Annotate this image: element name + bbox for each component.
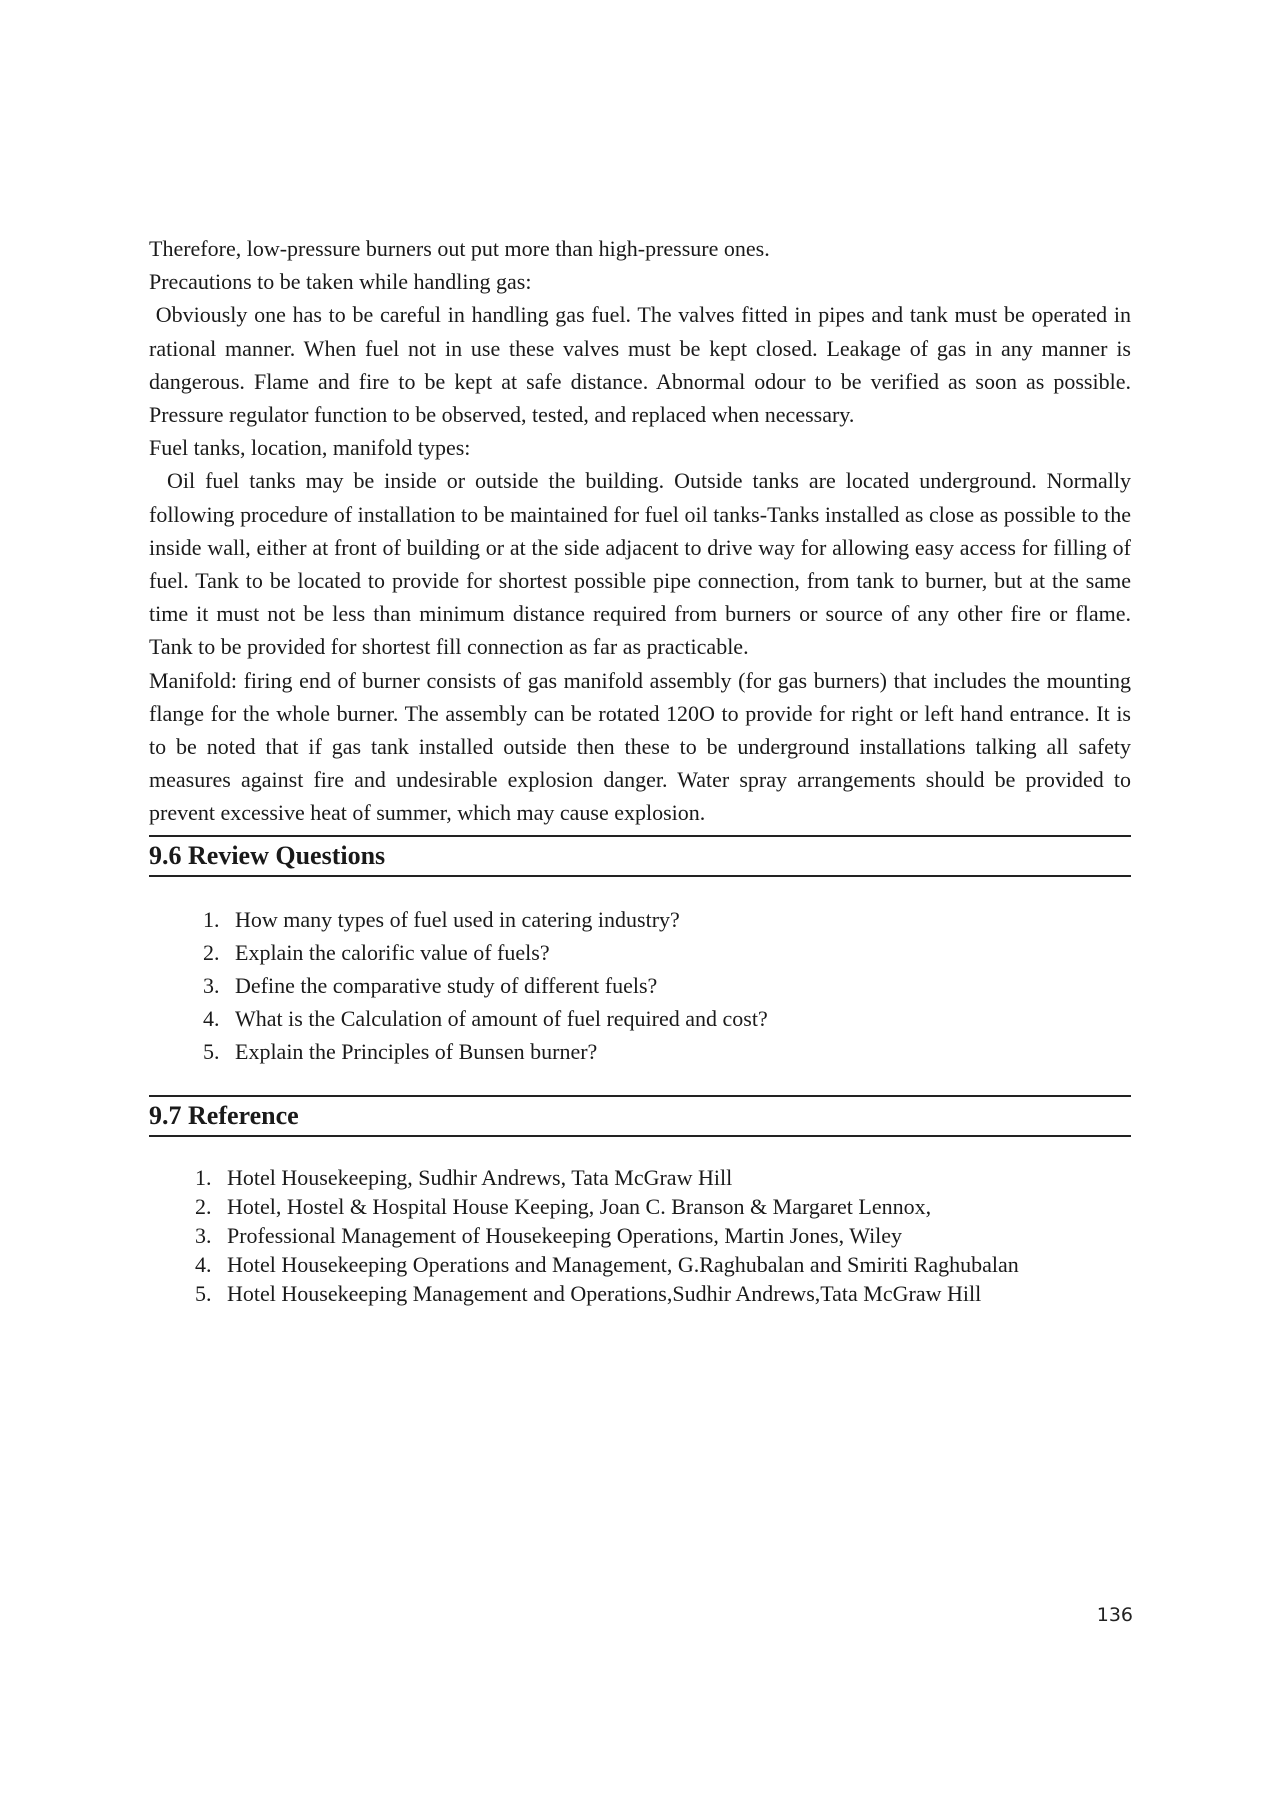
reference-list (149, 1163, 1131, 1308)
list-item: 4. Hotel Housekeeping Operations and Management, G.Raghubalan and Smiriti Raghubalan (217, 1250, 1131, 1279)
list-item: 4. What is the Calculation of amount of fuel required and cost? (225, 1002, 1131, 1035)
page-content (149, 232, 1137, 1308)
list-item: 2. Hotel, Hostel & Hospital House Keeping, Joan C. Branson & Margaret Lennox, (217, 1192, 1131, 1221)
list-item: 3. Professional Management of Housekeeping Operations, Martin Jones, Wiley (217, 1221, 1131, 1250)
gas-precautions-heading: Precautions to be taken while handling gas: (149, 269, 532, 295)
review-questions-title: 9.6 Review Questions (149, 835, 1131, 877)
reference-title: 9.7 Reference (149, 1095, 1131, 1137)
page-number: 136 (1096, 1604, 1133, 1626)
list-item: 1. How many types of fuel used in catering industry? (225, 903, 1131, 936)
list-item: 1. Hotel Housekeeping, Sudhir Andrews, Tata McGraw Hill (217, 1163, 1131, 1192)
manifold-paragraph: Manifold: firing end of burner consists of gas manifold assembly (for gas burners) that includes the mounting flange for the whole burner. The assembly can be rotated 120O to provide for right or left hand entrance. It is to be noted that if gas tank installed outside then these to be underground installations talking all safety measures against fire and undesirable explosion danger. Water spray arrangements should be provided to prevent excessive heat of summer, which may cause explosion. (149, 667, 1131, 826)
intro-line: Therefore, low-pressure burners out put more than high-pressure ones. (149, 236, 770, 261)
list-item: 5. Hotel Housekeeping Management and Operations,Sudhir Andrews,Tata McGraw Hill (217, 1279, 1131, 1308)
list-item: 2. Explain the calorific value of fuels? (225, 936, 1131, 969)
fuel-tanks-paragraph: Oil fuel tanks may be inside or outside the building. Outside tanks are located underground. Normally following procedure of installation to be maintained for fuel oil tanks-Tanks installed as close as possible to the inside wall, either at front of building or at the side adjacent to drive way for allowing easy access for filling of fuel. Tank to be located to provide for shortest possible pipe connection, from tank to burner, but at the same time it must not be less than minimum distance required from burners or source of any other fire or flame. Tank to be provided for shortest fill connection as far as practicable. (149, 468, 1131, 660)
gas-precautions-paragraph: Obviously one has to be careful in handling gas fuel. The valves fitted in pipes and tank must be operated in rational manner. When fuel not in use these valves must be kept closed. Leakage of gas in any manner is dangerous. Flame and fire to be kept at safe distance. Abnormal odour to be verified as soon as possible. Pressure regulator function to be observed, tested, and replaced when necessary. (149, 302, 1137, 428)
list-item: 5. Explain the Principles of Bunsen burner? (225, 1035, 1131, 1068)
list-item: 3. Define the comparative study of different fuels? (225, 969, 1131, 1002)
review-questions-list (149, 903, 1131, 1068)
fuel-tanks-heading: Fuel tanks, location, manifold types: (149, 435, 471, 461)
